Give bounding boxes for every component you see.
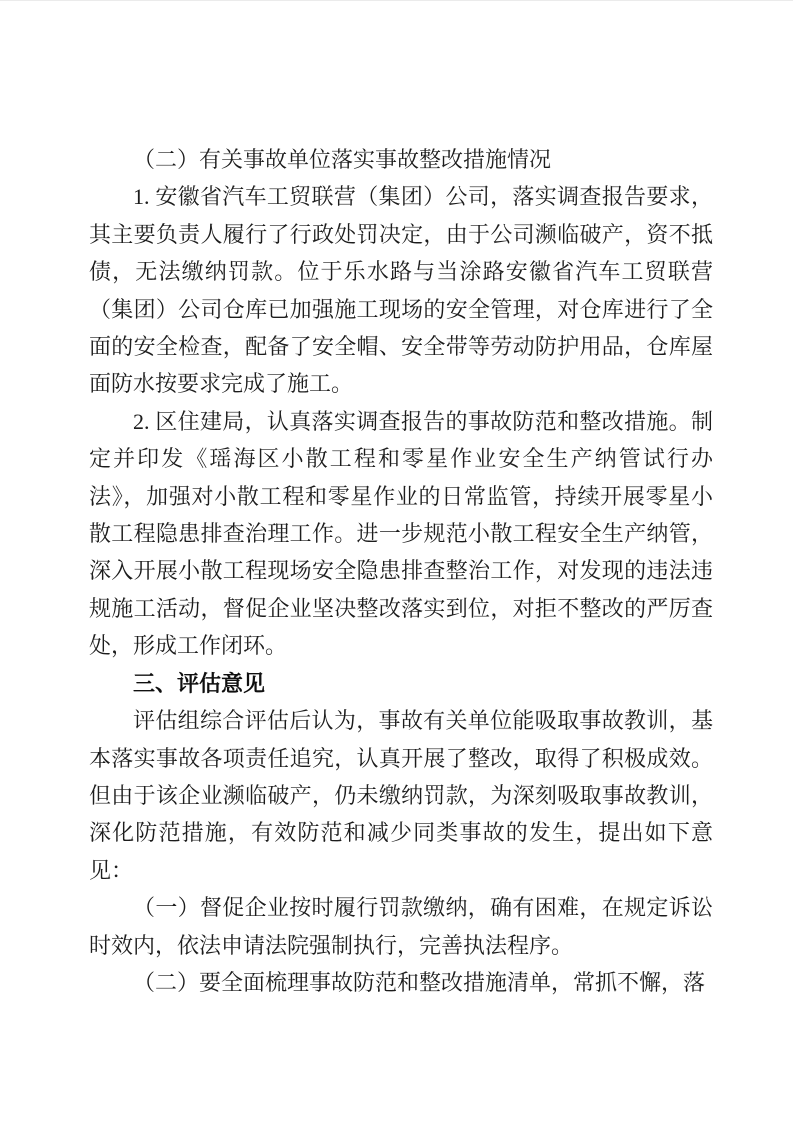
- paragraph-opinion-1: （一）督促企业按时履行罚款缴纳，确有困难，在规定诉讼时效内，依法申请法院强制执行，完善执法程序。: [89, 895, 713, 958]
- paragraph-company-rectification: 1. 安徽省汽车工贸联营（集团）公司，落实调查报告要求，其主要负责人履行了行政处罚决定，由于公司濒临破产，资不抵债，无法缴纳罚款。位于乐水路与当涂路安徽省汽车工贸联营（集团）公司仓库已加强施工现场的安全管理，对仓库进行了全面的安全检查，配备了安全帽、安全带等劳动防护用品，仓库屋面防水按要求完成了施工。: [89, 184, 713, 397]
- page-top-edge: [0, 0, 793, 1]
- document-body: [89, 141, 713, 1001]
- paragraph-evaluation-summary: 评估组综合评估后认为，事故有关单位能吸取事故教训，基本落实事故各项责任追究，认真开展了整改，取得了积极成效。但由于该企业濒临破产，仍未缴纳罚款，为深刻吸取事故教训，深化防范措施，有效防范和减少同类事故的发生，提出如下意见：: [89, 708, 713, 883]
- paragraph-opinion-2: （二）要全面梳理事故防范和整改措施清单，常抓不懈，落: [133, 969, 706, 995]
- heading-evaluation-opinions: 三、评估意见: [133, 670, 266, 696]
- paragraph-district-bureau-rectification: 2. 区住建局，认真落实调查报告的事故防范和整改措施。制定并印发《瑶海区小散工程和零星作业安全生产纳管试行办法》，加强对小散工程和零星作业的日常监管，持续开展零星小散工程隐患排查治理工作。进一步规范小散工程安全生产纳管，深入开展小散工程现场安全隐患排查整治工作，对发现的违法违规施工活动，督促企业坚决整改落实到位，对拒不整改的严厉查处，形成工作闭环。: [89, 408, 713, 659]
- subheading-unit-rectification-status: （二）有关事故单位落实事故整改措施情况: [133, 147, 552, 172]
